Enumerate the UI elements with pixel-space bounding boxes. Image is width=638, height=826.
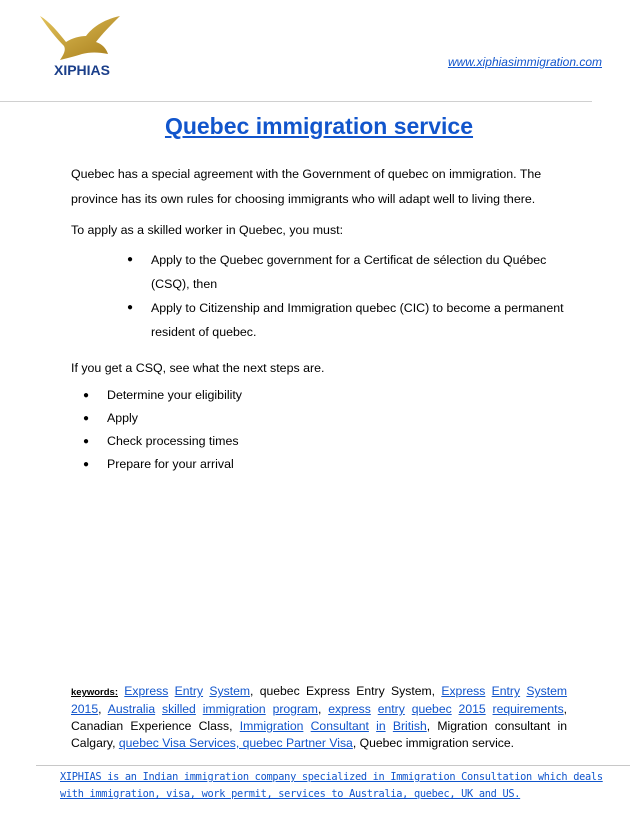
keyword-text (303, 719, 310, 733)
keywords-block (71, 683, 567, 752)
keyword-text (405, 702, 412, 716)
footer (60, 769, 603, 803)
bullet-icon: ● (127, 254, 134, 265)
keyword-text: , Canadian Experience Class, (71, 702, 568, 733)
keyword-link[interactable]: 2015 (458, 702, 486, 716)
keyword-link[interactable]: immigration (202, 702, 266, 716)
steps-list (83, 384, 571, 476)
keyword-text (266, 702, 273, 716)
keyword-link[interactable]: Immigration (239, 719, 304, 733)
keyword-link[interactable]: program (272, 702, 318, 716)
list-item: ● Prepare for your arrival (83, 453, 571, 476)
apply-paragraph: To apply as a skilled worker in Quebec, you must: (71, 223, 344, 237)
bullet-icon: ● (83, 390, 90, 401)
keyword-link[interactable]: 2015 (71, 702, 99, 716)
keyword-link[interactable]: requirements (492, 702, 564, 716)
list-item: ● Determine your eligibility (83, 384, 571, 407)
header-divider (0, 101, 592, 102)
keyword-link[interactable]: Entry (174, 684, 204, 698)
keyword-text (452, 702, 459, 716)
logo-text: XIPHIAS (53, 62, 111, 78)
keyword-link[interactable]: British (392, 719, 427, 733)
website-link[interactable]: www.xiphiasimmigration.com (447, 55, 602, 69)
keyword-link[interactable]: System (209, 684, 251, 698)
footer-divider (36, 765, 630, 766)
keyword-text (196, 702, 203, 716)
body-content (71, 162, 571, 476)
requirements-list (127, 248, 571, 344)
keyword-link[interactable]: quebec (411, 702, 452, 716)
footer-line[interactable]: XIPHIAS is an Indian immigration company specialized in Immigration Consultation which deals (60, 771, 603, 783)
keyword-link[interactable]: Express (124, 684, 169, 698)
list-item: ● Check processing times (83, 430, 571, 453)
keyword-link[interactable]: Express (441, 684, 486, 698)
keyword-text: , Quebec immigration service. (352, 736, 515, 750)
keyword-link[interactable]: express (328, 702, 371, 716)
keywords-text (71, 684, 567, 750)
keyword-link[interactable]: skilled (161, 702, 196, 716)
keyword-text (371, 702, 378, 716)
keyword-text: , quebec Express Entry System, (250, 684, 442, 698)
intro-paragraph: Quebec has a special agreement with the Government of quebec on immigration. The province has its own rules for choosing immigrants who will adapt well to living there. (71, 167, 542, 206)
list-item: ● Apply to the Quebec government for a Certificat de sélection du Québec (CSQ), then (127, 248, 571, 296)
keyword-text: , Migration consultant in Calgary, (71, 719, 567, 750)
csq-paragraph: If you get a CSQ, see what the next steps are. (71, 361, 325, 375)
keyword-text (155, 702, 162, 716)
keywords-label: keywords: (71, 687, 118, 698)
eagle-icon (36, 12, 128, 80)
keyword-link[interactable]: in (376, 719, 386, 733)
bullet-icon: ● (83, 459, 90, 470)
keyword-text (386, 719, 393, 733)
bullet-icon: ● (83, 436, 90, 447)
list-item: ● Apply to Citizenship and Immigration quebec (CIC) to become a permanent resident of quebec. (127, 296, 571, 344)
page-title: Quebec immigration service (164, 113, 474, 139)
keyword-text (486, 702, 493, 716)
bullet-icon: ● (127, 302, 134, 313)
keyword-text: , (98, 702, 108, 716)
keyword-link[interactable]: entry (377, 702, 405, 716)
footer-line[interactable]: with immigration, visa, work permit, services to Australia, quebec, UK and US. (60, 788, 521, 800)
keyword-link[interactable]: Entry (491, 684, 521, 698)
keyword-link[interactable]: Consultant (310, 719, 369, 733)
list-item: ● Apply (83, 407, 571, 430)
keyword-link[interactable]: quebec Visa Services, quebec Partner Visa (118, 736, 353, 750)
bullet-icon: ● (83, 413, 90, 424)
keyword-link[interactable]: Australia (107, 702, 156, 716)
xiphias-logo (36, 12, 128, 80)
keyword-text: , (317, 702, 329, 716)
keyword-link[interactable]: System (526, 684, 568, 698)
